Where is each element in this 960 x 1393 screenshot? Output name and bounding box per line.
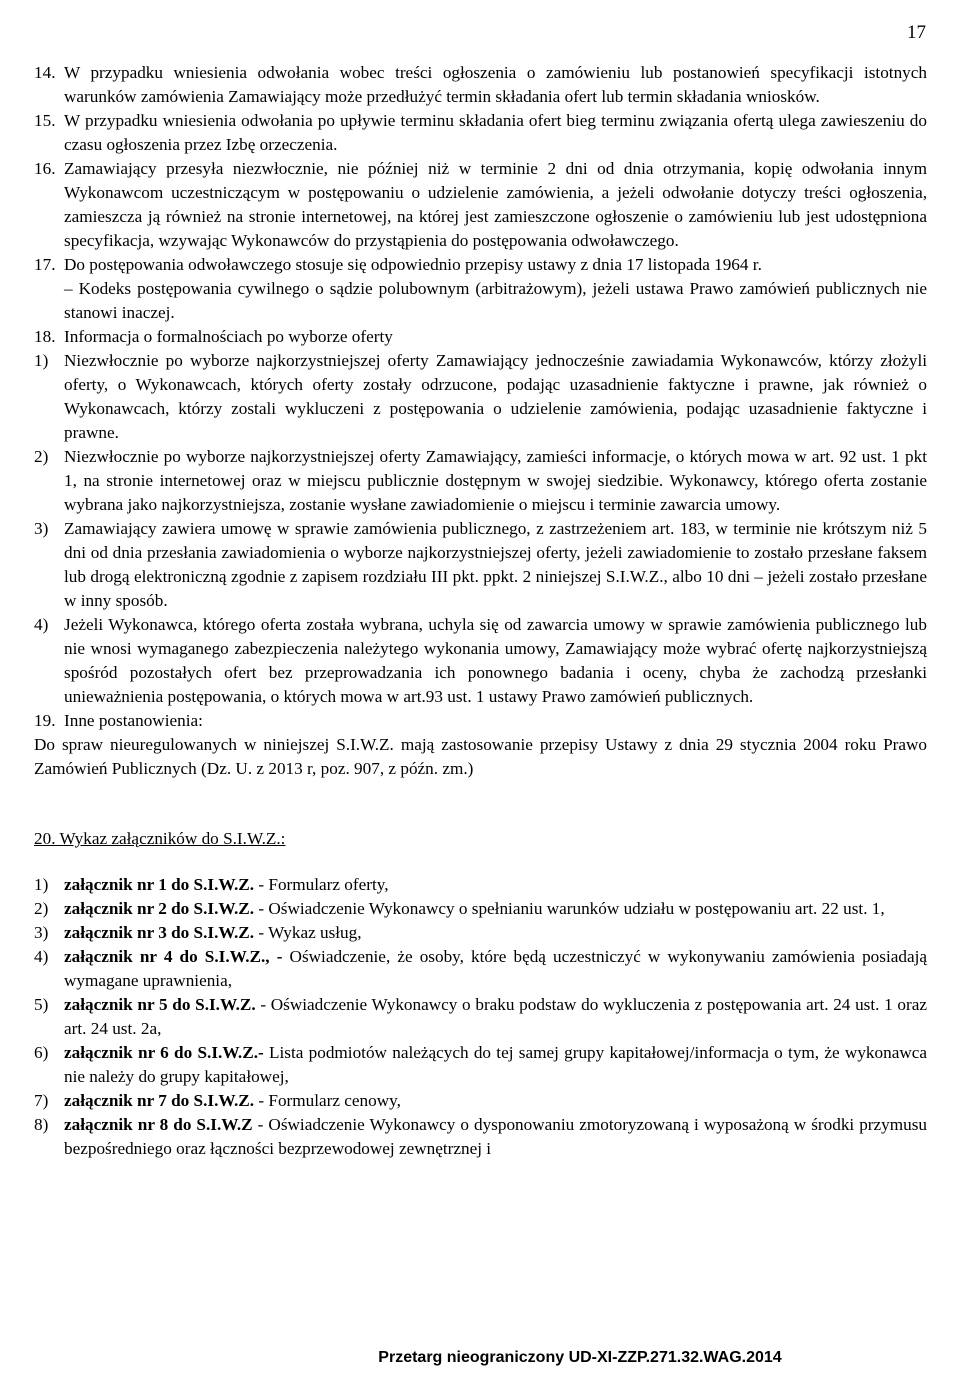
item-number: 5) — [34, 995, 49, 1014]
document-body — [34, 61, 927, 1161]
item-number: 17. — [34, 255, 56, 274]
attachment-label: załącznik nr 4 do S.I.W.Z., - — [64, 947, 283, 966]
attachment-item — [34, 1113, 927, 1161]
attachment-description: - Oświadczenie Wykonawcy o spełnianiu warunków udziału w postępowaniu art. 22 ust. 1, — [254, 899, 885, 918]
list-item — [34, 157, 927, 253]
sub-list-item — [34, 445, 927, 517]
attachment-label: załącznik nr 2 do S.I.W.Z. — [64, 899, 255, 918]
list-item — [34, 109, 927, 157]
attachment-label: załącznik nr 3 do S.I.W.Z. — [64, 923, 255, 942]
section-heading: 20. Wykaz załączników do S.I.W.Z.: — [34, 829, 286, 848]
item-number: 18. — [34, 327, 56, 346]
item-number: 7) — [34, 1091, 49, 1110]
item-number: 14. — [34, 63, 56, 82]
attachment-label: załącznik nr 7 do S.I.W.Z. — [64, 1091, 255, 1110]
list-item — [34, 61, 927, 109]
item-number: 4) — [34, 615, 49, 634]
item-number: 1) — [34, 351, 49, 370]
item-text: Zamawiający przesyła niezwłocznie, nie później niż w terminie 2 dni od dnia otrzymania, kopię odwołania innym Wykonawcom uczestniczącym w postępowaniu o udzielenie zamówienia, a jeżeli odwołanie dotyczy treści ogłoszenia, zamieszcza ją również na stronie internetowej, na której jest zamieszczone ogłoszenie o zamówieniu lub jest udostępniona specyfikacja, wzywając Wykonawców do przystąpienia do postępowania odwoławczego. — [64, 159, 927, 250]
page-footer — [0, 1349, 960, 1367]
item-number: 3) — [34, 923, 49, 942]
item-number: 2) — [34, 899, 49, 918]
attachment-item — [34, 1041, 927, 1089]
attachment-text — [64, 921, 927, 945]
attachment-item — [34, 993, 927, 1041]
sub-list-item — [34, 517, 927, 613]
item-text: Zamawiający zawiera umowę w sprawie zamówienia publicznego, z zastrzeżeniem art. 183, w terminie nie krótszym niż 5 dni od dnia przesłania zawiadomienia o wyborze najkorzystniejszej oferty, jeżeli zawiadomienie to zostało przesłane faksem lub drogą elektroniczną zgodnie z zapisem rozdziału III pkt. ppkt. 2 niniejszej S.I.W.Z., albo 10 dni – jeżeli zostało przesłane w inny sposób. — [64, 519, 927, 610]
attachment-label: załącznik nr 6 do S.I.W.Z.- — [64, 1043, 264, 1062]
attachment-text — [64, 993, 927, 1041]
item-text: W przypadku wniesienia odwołania po upływie terminu składania ofert bieg terminu związania ofertą ulega zawieszeniu do czasu ogłoszenia przez Izbę orzeczenia. — [64, 111, 927, 154]
item-number: 6) — [34, 1043, 49, 1062]
item-number: 19. — [34, 711, 56, 730]
attachment-description: Oświadczenie, że osoby, które będą uczestniczyć w wykonywaniu zamówienia posiadają wymagane uprawnienia, — [64, 947, 927, 990]
attachment-label: załącznik nr 1 do S.I.W.Z. — [64, 875, 255, 894]
attachment-text — [64, 945, 927, 993]
item-text: Niezwłocznie po wyborze najkorzystniejszej oferty Zamawiający jednocześnie zawiadamia Wykonawców, którzy złożyli oferty, o Wykonawcach, których oferty zostały odrzucone, podając uzasadnienie faktyczne i prawne, jak również o Wykonawcach, którzy zostali wykluczeni z postępowania o udzielenie zamówienia, podając uzasadnienie faktyczne i prawne. — [64, 351, 927, 442]
attachment-text — [64, 1089, 927, 1113]
list-item — [34, 325, 927, 349]
item-text: Informacja o formalnościach po wyborze oferty — [64, 327, 393, 346]
attachment-description: - Wykaz usług, — [254, 923, 362, 942]
item-text: Inne postanowienia: — [64, 711, 203, 730]
item-number: 3) — [34, 519, 49, 538]
item-text: Do postępowania odwoławczego stosuje się odpowiednio przepisy ustawy z dnia 17 listopada 1964 r. — [64, 255, 762, 274]
attachment-text — [64, 897, 927, 921]
item-17-continuation: – Kodeks postępowania cywilnego o sądzie polubownym (arbitrażowym), jeżeli ustawa Prawo zamówień publicznych nie stanowi inaczej. — [64, 279, 927, 322]
item-number: 4) — [34, 947, 49, 966]
item-text: Niezwłocznie po wyborze najkorzystniejszej oferty Zamawiający, zamieści informacje, o których mowa w art. 92 ust. 1 pkt 1, na stronie internetowej oraz w miejscu publicznie dostępnym w swojej siedzibie. Wykonawcy, którego oferta zostanie wybrana jako najkorzystniejsza, zostanie wysłane zawiadomienie o miejscu i terminie zawarcia umowy. — [64, 447, 927, 514]
attachment-description: Lista podmiotów należących do tej samej grupy kapitałowej/informacja o tym, że wykonawca nie należy do grupy kapitałowej, — [64, 1043, 927, 1086]
page-number: 17 — [907, 22, 926, 43]
attachment-text — [64, 1113, 927, 1161]
attachment-description: - Formularz oferty, — [254, 875, 389, 894]
item-number: 1) — [34, 875, 49, 894]
footer-text: Przetarg nieograniczony UD-XI-ZZP.271.32.WAG.2014 — [378, 1349, 782, 1366]
spacer — [34, 781, 927, 827]
attachment-item — [34, 945, 927, 993]
attachment-text — [64, 873, 927, 897]
attachment-item — [34, 921, 927, 945]
attachment-description: - Oświadczenie Wykonawcy o braku podstaw do wykluczenia z postępowania art. 24 ust. 1 oraz art. 24 ust. 2a, — [64, 995, 928, 1038]
item-text: W przypadku wniesienia odwołania wobec treści ogłoszenia o zamówieniu lub postanowień specyfikacji istotnych warunków zamówienia Zamawiający może przedłużyć termin składania ofert lub termin składania wniosków. — [64, 63, 927, 106]
item-text: Jeżeli Wykonawca, którego oferta została wybrana, uchyla się od zawarcia umowy w sprawie zamówienia publicznego lub nie wnosi wymaganego zabezpieczenia należytego wykonania umowy, Zamawiający może wybrać ofertę najkorzystniejszą spośród pozostałych ofert bez przeprowadzania ich ponownego badania i oceny, chyba że zachodzą przesłanki unieważnienia postępowania, o których mowa w art.93 ust. 1 ustawy Prawo zamówień publicznych. — [64, 615, 927, 706]
sub-list-item — [34, 349, 927, 445]
item-number: 16. — [34, 159, 56, 178]
sub-list-item — [34, 613, 927, 709]
attachment-description: - Oświadczenie Wykonawcy o dysponowaniu zmotoryzowaną i wyposażoną w środki przymusu bezpośredniego oraz łączności bezprzewodowej zewnętrznej i — [64, 1115, 927, 1158]
attachment-item — [34, 897, 927, 921]
item-19-body: Do spraw nieuregulowanych w niniejszej S.I.W.Z. mają zastosowanie przepisy Ustawy z dnia 29 stycznia 2004 roku Prawo Zamówień Publicznych (Dz. U. z 2013 r, poz. 907, z późn. zm.) — [34, 735, 927, 778]
attachment-item — [34, 1089, 927, 1113]
item-number: 2) — [34, 447, 49, 466]
attachment-item — [34, 873, 927, 897]
item-number: 15. — [34, 111, 56, 130]
attachment-description: - Formularz cenowy, — [254, 1091, 401, 1110]
attachment-label: załącznik nr 5 do S.I.W.Z. — [64, 995, 256, 1014]
attachment-text — [64, 1041, 927, 1089]
item-number: 8) — [34, 1115, 49, 1134]
attachment-label: załącznik nr 8 do S.I.W.Z — [64, 1115, 253, 1134]
list-item — [34, 253, 927, 277]
list-item — [34, 709, 927, 733]
